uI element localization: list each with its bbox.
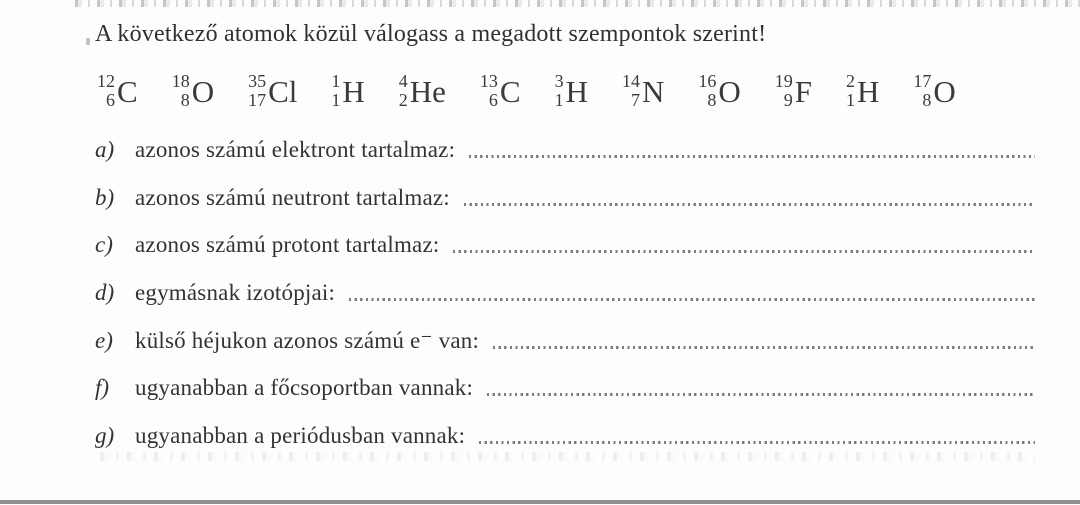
isotope-nuclide — [248, 72, 297, 110]
mass-number: 16 — [698, 71, 717, 92]
mass-number: 3 — [554, 71, 564, 92]
isotope-nuclide — [399, 72, 446, 110]
atomic-number: 8 — [180, 90, 190, 110]
question-text: egymásnak izotópjai: — [135, 279, 336, 305]
isotope-number-stack — [555, 72, 564, 110]
element-symbol: H — [857, 73, 880, 109]
element-symbol: H — [565, 73, 588, 109]
isotope-number-stack — [698, 72, 716, 110]
question-row — [95, 174, 1035, 222]
element-symbol: O — [191, 73, 215, 109]
mass-number: 4 — [398, 71, 408, 92]
isotope-number-stack — [913, 72, 931, 110]
isotope-nuclide — [775, 72, 812, 110]
answer-dotted-line — [453, 250, 1035, 253]
mass-number: 35 — [248, 71, 267, 92]
question-row — [95, 126, 1035, 174]
isotope-number-stack — [480, 72, 498, 110]
question-row — [95, 221, 1035, 269]
atomic-number: 2 — [398, 90, 408, 110]
atomic-number: 8 — [707, 90, 717, 110]
question-row — [95, 317, 1035, 365]
atomic-number: 17 — [248, 90, 267, 110]
isotope-number-stack — [775, 72, 793, 110]
isotope-number-stack — [248, 72, 266, 110]
answer-dotted-line — [487, 393, 1035, 396]
answer-dotted-line — [464, 203, 1035, 206]
mass-number: 19 — [774, 71, 793, 92]
isotope-nuclide — [172, 72, 214, 110]
isotope-nuclide — [480, 72, 521, 110]
mass-number: 12 — [97, 71, 115, 92]
isotope-nuclide — [555, 72, 588, 110]
atomic-number: 1 — [846, 90, 856, 110]
element-symbol: F — [794, 73, 813, 109]
question-text: azonos számú neutront tartalmaz: — [135, 184, 450, 210]
element-symbol: C — [117, 73, 138, 109]
atomic-number: 6 — [488, 90, 498, 110]
isotope-nuclide — [846, 72, 879, 110]
element-symbol: Cl — [268, 73, 298, 109]
page-bottom-rule — [0, 500, 1080, 504]
question-row — [95, 269, 1035, 317]
isotope-number-stack — [399, 72, 408, 110]
atomic-number: 9 — [783, 90, 793, 110]
atomic-number: 1 — [554, 90, 564, 110]
top-scan-artifact — [75, 0, 1080, 7]
isotope-number-stack — [622, 72, 640, 110]
question-label: a) — [95, 136, 115, 162]
atomic-number: 8 — [922, 90, 932, 110]
bleedthrough-artifact — [100, 452, 1035, 461]
answer-dotted-line — [479, 441, 1035, 444]
atomic-number: 7 — [631, 90, 640, 110]
element-symbol: He — [409, 73, 446, 109]
scan-speck — [86, 38, 90, 45]
question-label: f) — [95, 375, 110, 401]
question-text: azonos számú elektront tartalmaz: — [135, 136, 456, 162]
isotope-list — [97, 67, 956, 115]
question-label: e) — [95, 327, 113, 353]
mass-number: 14 — [622, 71, 640, 92]
element-symbol: N — [642, 73, 665, 109]
question-label: c) — [95, 232, 113, 258]
question-text: ugyanabban a főcsoportban vannak: — [135, 375, 474, 401]
question-label: b) — [95, 184, 115, 210]
question-label: g) — [95, 422, 115, 448]
isotope-nuclide — [622, 72, 664, 110]
isotope-nuclide — [331, 72, 364, 110]
isotope-number-stack — [172, 72, 190, 110]
atomic-number: 1 — [331, 90, 341, 110]
question-label: d) — [95, 279, 115, 305]
mass-number: 17 — [913, 71, 932, 92]
exercise-title: A következő atomok közül válogass a megadott szempontok szerint! — [95, 21, 767, 47]
isotope-nuclide — [97, 72, 138, 110]
question-text: azonos számú protont tartalmaz: — [135, 232, 440, 258]
isotope-number-stack — [97, 72, 115, 110]
isotope-nuclide — [913, 72, 955, 110]
answer-dotted-line — [469, 155, 1035, 158]
element-symbol: C — [499, 73, 521, 109]
mass-number: 13 — [479, 71, 498, 92]
isotope-number-stack — [846, 72, 855, 110]
element-symbol: O — [933, 73, 956, 109]
mass-number: 2 — [846, 71, 856, 92]
question-list — [95, 126, 1035, 460]
isotope-nuclide — [698, 72, 740, 110]
question-text: külső héjukon azonos számú e⁻ van: — [135, 327, 480, 353]
answer-dotted-line — [493, 346, 1035, 349]
mass-number: 18 — [171, 71, 190, 92]
mass-number: 1 — [331, 71, 341, 92]
atomic-number: 6 — [106, 90, 115, 110]
element-symbol: H — [342, 73, 365, 109]
question-text: ugyanabban a periódusban vannak: — [135, 422, 466, 448]
answer-dotted-line — [349, 298, 1035, 301]
element-symbol: O — [718, 73, 741, 109]
question-row — [95, 364, 1035, 412]
isotope-number-stack — [331, 72, 340, 110]
